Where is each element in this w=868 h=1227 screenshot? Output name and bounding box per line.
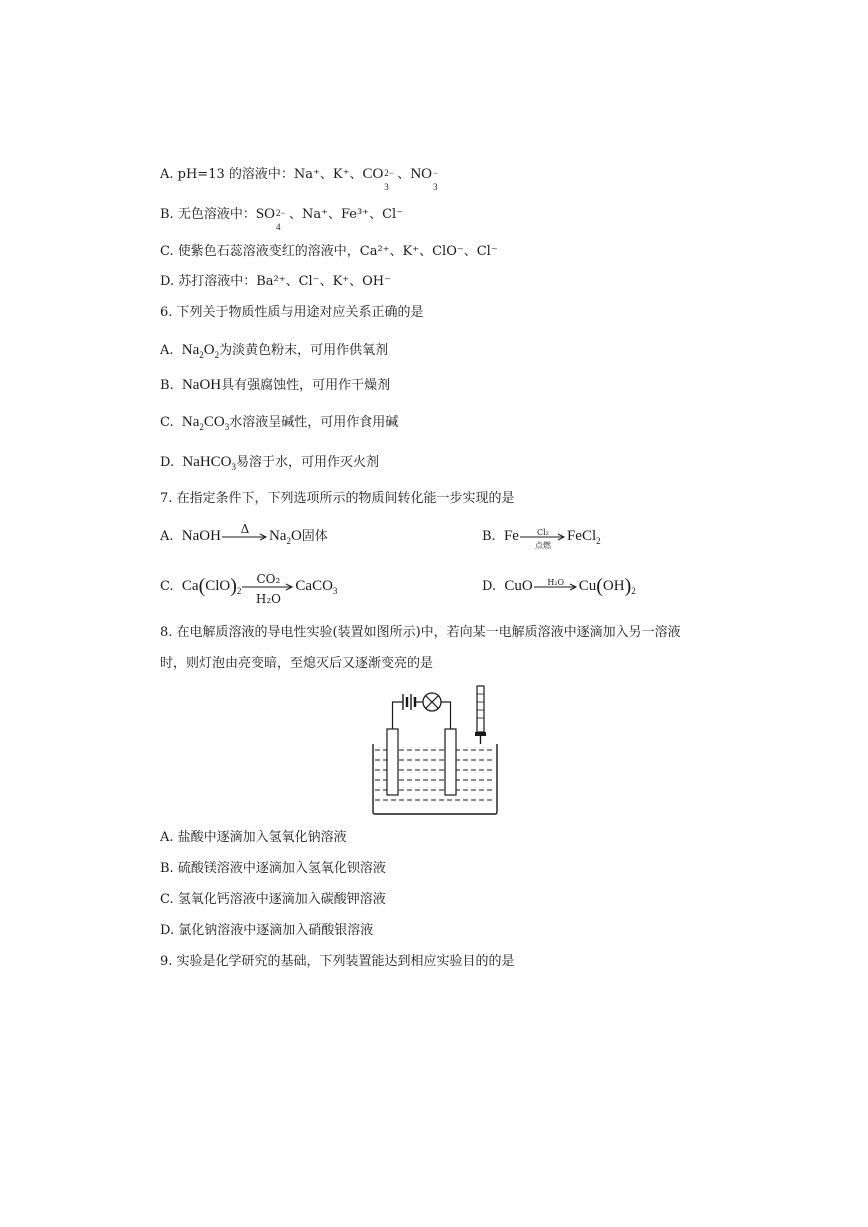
reaction-arrow-a: Δ: [222, 533, 268, 541]
reaction-arrow-d: H₂O: [534, 583, 578, 591]
left-electrode: [387, 729, 398, 795]
q7-option-d: D. CuO H₂O $Cu(OH)_2$: [482, 575, 636, 597]
q7-option-c: C. $Ca(ClO)_2$ CO₂ H₂O CaCO$_3$: [160, 571, 338, 606]
right-electrode: [445, 729, 456, 795]
sulfate-ion: SO 2− 4: [255, 206, 286, 232]
battery-icon: [403, 694, 423, 710]
q8-option-a: A. 盐酸中逐滴加入氢氧化钠溶液: [160, 830, 347, 845]
q6-option-d: D. NaHCO$_3$易溶于水，可用作灭火剂: [160, 454, 380, 472]
light-bulb-icon: [423, 693, 441, 711]
q7-option-b: B. Fe Cl₂ 点燃 FeCl$_2$: [482, 527, 601, 550]
burette-icon: [475, 686, 486, 744]
nitrate-ion: NO − 3: [410, 166, 439, 192]
q6-option-b: B. NaOH具有强腐蚀性，可用作干燥剂: [160, 377, 391, 393]
q5-option-c: C. 使紫色石蕊溶液变红的溶液中，Ca²⁺、K⁺、ClO⁻、Cl⁻: [160, 244, 498, 259]
reaction-arrow-c: CO₂ H₂O: [242, 583, 294, 591]
q9-stem: 9. 实验是化学研究的基础，下列装置能达到相应实验目的的是: [160, 954, 515, 969]
q8-option-c: C. 氢氧化钙溶液中逐滴加入碳酸钾溶液: [160, 892, 386, 907]
q8-stem-line2: 时，则灯泡由亮变暗，至熄灭后又逐渐变亮的是: [160, 656, 434, 671]
q8-option-d: D. 氯化钠溶液中逐滴加入硝酸银溶液: [160, 923, 374, 938]
reaction-arrow-b: Cl₂ 点燃: [520, 533, 566, 541]
q5-option-a-prefix: A. pH=13 的溶液中：Na⁺、K⁺、: [160, 167, 363, 182]
carbonate-ion: CO 2− 3: [362, 166, 394, 192]
conductivity-apparatus-diagram: [365, 684, 505, 818]
q6-stem: 6. 下列关于物质性质与用途对应关系正确的是: [160, 305, 424, 320]
q5-option-a: A. pH=13 的溶液中：Na⁺、K⁺、CO 2− 3 、NO − 3: [160, 164, 442, 185]
q7-option-a: A. NaOH Δ $Na_2O$固体: [160, 521, 328, 546]
q7-stem: 7. 在指定条件下，下列选项所示的物质间转化能一步实现的是: [160, 491, 515, 506]
q8-option-b: B. 硫酸镁溶液中逐滴加入氢氧化钡溶液: [160, 861, 386, 876]
q8-stem-line1: 8. 在电解质溶液的导电性实验(装置如图所示)中，若向某一电解质溶液中逐滴加入另一溶液: [160, 625, 681, 640]
q5-option-b: B. 无色溶液中：SO 2− 4 、Na⁺、Fe³⁺、Cl⁻: [160, 206, 404, 232]
q6-option-c: C. $Na_2CO_3$水溶液呈碱性，可用作食用碱: [160, 414, 399, 432]
q5-option-d: D. 苏打溶液中：Ba²⁺、Cl⁻、K⁺、OH⁻: [160, 274, 391, 289]
q6-option-a: A. $Na_2O_2$为淡黄色粉末，可用作供氧剂: [160, 342, 389, 360]
